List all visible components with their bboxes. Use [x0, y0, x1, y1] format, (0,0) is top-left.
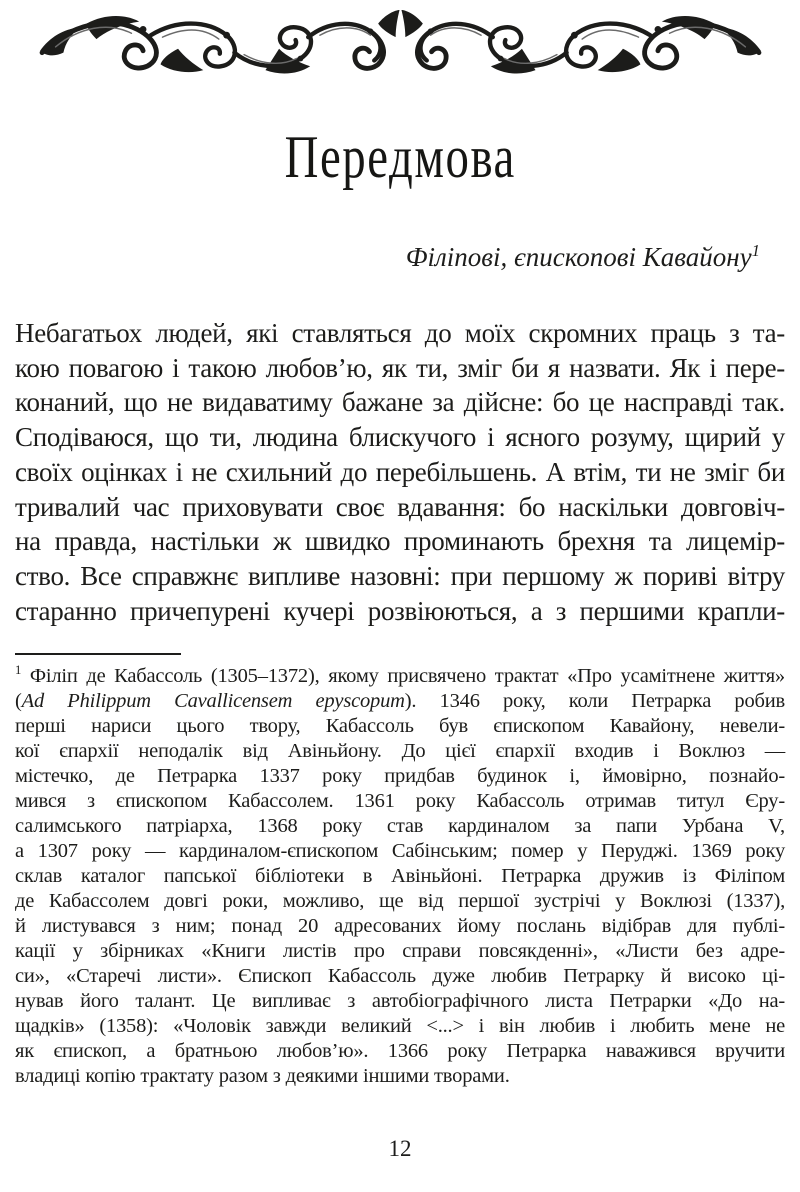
text-line	[15, 814, 785, 839]
text-segment: Філіп де Кабассоль (1305–1372), якому присвячено трактат «Про усамітнене життя»	[21, 665, 785, 688]
text-line	[15, 864, 785, 889]
text-segment: конаний, що не видаватиму бажане за дійсне: бо це насправді так.	[15, 387, 785, 418]
text-line	[15, 420, 785, 455]
text-segment: й листувався з ним; понад 20 адресованих йому послань відібрав для публі-	[15, 915, 785, 938]
text-line	[15, 714, 785, 739]
text-line	[15, 989, 785, 1014]
text-segment: ). 1346 року, коли Петрарка робив	[404, 690, 785, 713]
text-line	[15, 524, 785, 559]
body-paragraph	[15, 316, 785, 628]
text-segment: як єпископ, а братньою любов’ю». 1366 року Петрарка наважився вручити	[15, 1040, 785, 1063]
text-segment: си», «Старечі листи». Єпископ Кабассоль дуже любив Петрарку й високо ці-	[15, 965, 785, 988]
footnote-reference: 1	[751, 241, 760, 260]
page-number: 12	[388, 1136, 412, 1161]
text-line	[15, 455, 785, 490]
text-line	[15, 689, 785, 714]
page-title-text: Передмова	[284, 124, 516, 190]
text-segment: містечко, де Петрарка 1337 року придбав будинок і, ймовірно, познайо-	[15, 765, 785, 788]
text-segment: Сподіваюся, що ти, людина блискучого і ясного розуму, щирий у	[15, 422, 785, 453]
footnote-separator	[15, 653, 181, 655]
text-segment: нував його талант. Це випливає з автобіографічного листа Петрарки «До на-	[15, 990, 785, 1013]
text-line	[15, 764, 785, 789]
text-line	[15, 385, 785, 420]
text-line	[15, 241, 760, 274]
text-line	[15, 789, 785, 814]
text-line	[15, 1064, 785, 1089]
text-line	[15, 559, 785, 594]
text-segment: кої єпархії неподалік від Авіньйону. До цієї єпархії входив і Воклюз —	[15, 740, 785, 763]
text-line	[15, 490, 785, 525]
text-segment: склав каталог папської бібліотеки в Авіньйоні. Петрарка дружив із Філіпом	[15, 865, 785, 888]
text-line	[15, 739, 785, 764]
text-segment: (	[15, 690, 22, 713]
footnote-block	[15, 664, 785, 1089]
text-segment: мився з єпископом Кабассолем. 1361 року Кабассоль отримав титул Єру-	[15, 790, 785, 813]
text-line	[15, 964, 785, 989]
text-line	[15, 889, 785, 914]
text-segment: на правда, настільки ж швидко проминають брехня та лицемір-	[15, 526, 785, 557]
text-line	[15, 1014, 785, 1039]
text-segment: владиці копію трактату разом з деякими іншими творами.	[15, 1065, 510, 1088]
text-line	[15, 316, 785, 351]
text-segment: Ad Philippum Cavallicensem epyscopum	[21, 690, 405, 713]
text-segment: де Кабассолем довгі роки, можливо, ще від першої зустрічі у Воклюзі (1337),	[15, 890, 785, 913]
text-segment: старанно причепурені кучері розвіюються, а з першими крапли-	[15, 595, 785, 626]
text-line	[15, 939, 785, 964]
text-line	[15, 914, 785, 939]
ornament-header	[0, 0, 800, 81]
text-segment: а 1307 року — кардиналом-єпископом Сабінським; помер у Перуджі. 1369 року	[15, 840, 785, 863]
text-line	[15, 664, 785, 689]
baroque-scroll-ornament-icon	[28, 8, 773, 76]
dedication	[15, 241, 760, 274]
text-segment: кою повагою і такою любов’ю, як ти, зміг би я назвати. Як і пере-	[15, 352, 785, 383]
text-segment: салимського патріарха, 1368 року став кардиналом за папи Урбана V,	[15, 815, 785, 838]
text-line	[15, 351, 785, 386]
text-line	[15, 839, 785, 864]
text-line	[15, 1039, 785, 1064]
text-segment: щадків» (1358): «Чоловік завжди великий <...> і він любив і любить мене не	[15, 1015, 785, 1038]
text-segment: Філіпові, єпископові Кавайону	[405, 242, 752, 272]
text-segment: перші нариси цього твору, Кабассоль був єпископом Кавайону, невели-	[15, 715, 785, 738]
text-segment: ство. Все справжнє випливе назовні: при першому ж пориві вітру	[15, 560, 785, 591]
text-line	[15, 594, 785, 629]
page-title	[0, 125, 800, 189]
text-segment: тривалий час приховувати своє вдавання: бо наскільки довговіч-	[15, 491, 785, 522]
text-segment: Небагатьох людей, які ставляться до моїх скромних праць з та-	[15, 318, 785, 348]
text-segment: своїх оцінках і не схильний до перебільшень. А втім, ти не зміг би	[15, 456, 785, 487]
text-segment: кації у збірниках «Книги листів про справи повсякденні», «Листи без адре-	[15, 940, 785, 963]
footnote-reference: 1	[15, 663, 22, 678]
